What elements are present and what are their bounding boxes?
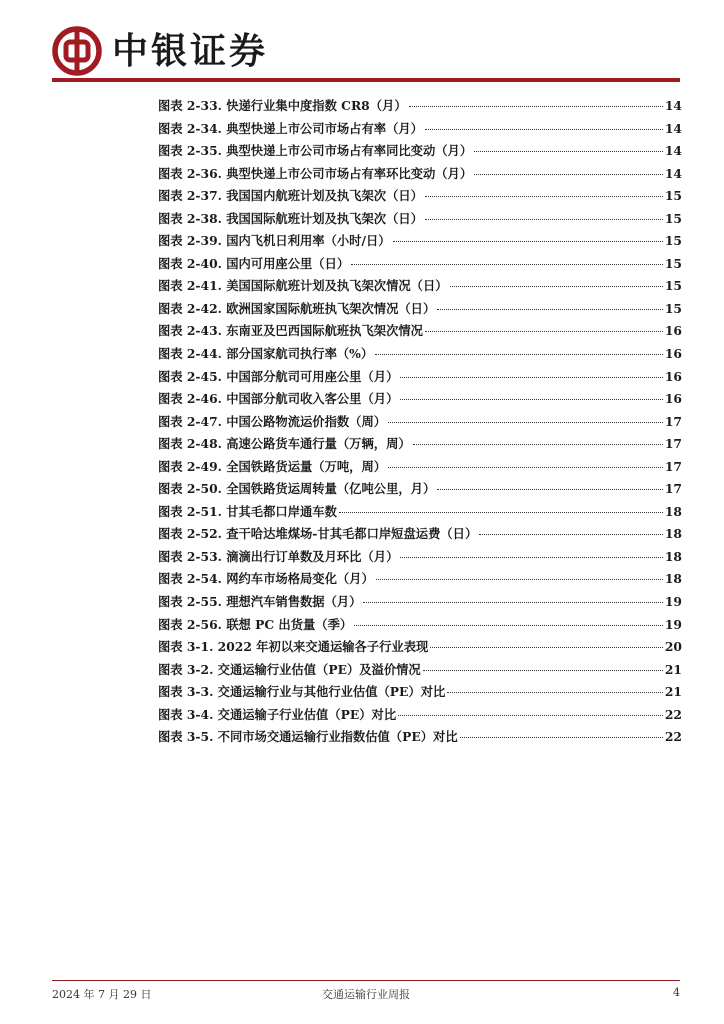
toc-dot-leader xyxy=(409,105,663,107)
toc-entry-title: 图表 2-53. 滴滴出行订单数及月环比（月） xyxy=(158,548,399,564)
toc-dot-leader xyxy=(437,488,663,490)
toc-entry-page-number: 18 xyxy=(664,526,682,542)
toc-dot-leader xyxy=(437,308,663,310)
toc-entry[interactable] xyxy=(158,704,682,727)
toc-entry-page-number: 16 xyxy=(664,323,682,339)
toc-entry-title: 图表 2-46. 中国部分航司收入客公里（月） xyxy=(158,391,399,407)
page-footer xyxy=(52,986,680,1002)
footer-date: 2024 年 7 月 29 日 xyxy=(52,988,152,1001)
toc-entry-title: 图表 2-34. 典型快递上市公司市场占有率（月） xyxy=(158,120,423,136)
toc-entry-title: 图表 2-36. 典型快递上市公司市场占有率环比变动（月） xyxy=(158,165,473,181)
toc-entry-page-number: 14 xyxy=(664,165,682,181)
toc-entry[interactable] xyxy=(158,366,682,389)
toc-entry[interactable] xyxy=(158,95,682,118)
toc-dot-leader xyxy=(425,195,663,197)
toc-entry-page-number: 20 xyxy=(664,639,682,655)
toc-entry-title: 图表 3-5. 不同市场交通运输行业指数估值（PE）对比 xyxy=(158,729,458,745)
toc-entry-page-number: 17 xyxy=(664,481,682,497)
toc-entry-page-number: 15 xyxy=(664,233,682,249)
page-header xyxy=(52,26,680,76)
toc-entry[interactable] xyxy=(158,388,682,411)
header-divider xyxy=(52,78,680,82)
toc-entry[interactable] xyxy=(158,501,682,524)
toc-entry-page-number: 17 xyxy=(664,458,682,474)
footer-page-number: 4 xyxy=(673,986,680,999)
toc-entry[interactable] xyxy=(158,185,682,208)
toc-entry-page-number: 15 xyxy=(664,300,682,316)
toc-entry-page-number: 18 xyxy=(664,571,682,587)
toc-entry[interactable] xyxy=(158,208,682,231)
toc-entry-page-number: 17 xyxy=(664,413,682,429)
toc-entry-page-number: 14 xyxy=(664,143,682,159)
toc-entry-title: 图表 3-4. 交通运输子行业估值（PE）对比 xyxy=(158,706,397,722)
toc-entry-title: 图表 2-52. 查干哈达堆煤场-甘其毛都口岸短盘运费（日） xyxy=(158,526,478,542)
toc-dot-leader xyxy=(354,624,663,626)
toc-entry-page-number: 15 xyxy=(664,188,682,204)
toc-entry-title: 图表 2-50. 全国铁路货运周转量（亿吨公里，月） xyxy=(158,481,436,497)
toc-entry[interactable] xyxy=(158,523,682,546)
toc-dot-leader xyxy=(425,218,663,220)
toc-entry-page-number: 14 xyxy=(664,98,682,113)
toc-entry-page-number: 16 xyxy=(664,368,682,384)
toc-entry-title: 图表 3-3. 交通运输行业与其他行业估值（PE）对比 xyxy=(158,684,446,700)
toc-dot-leader xyxy=(474,150,663,152)
toc-entry[interactable] xyxy=(158,726,682,749)
toc-dot-leader xyxy=(425,128,663,130)
toc-entry-page-number: 17 xyxy=(664,436,682,452)
toc-entry[interactable] xyxy=(158,456,682,479)
toc-dot-leader xyxy=(398,714,663,716)
toc-entry-page-number: 15 xyxy=(664,210,682,226)
toc-entry-title: 图表 2-55. 理想汽车销售数据（月） xyxy=(158,594,362,610)
toc-entry-title: 图表 2-49. 全国铁路货运量（万吨，周） xyxy=(158,458,387,474)
toc-entry-page-number: 21 xyxy=(664,661,682,677)
toc-entry-title: 图表 2-37. 我国国内航班计划及执飞架次（日） xyxy=(158,188,423,204)
toc-dot-leader xyxy=(388,466,663,468)
toc-entry-title: 图表 2-48. 高速公路货车通行量（万辆，周） xyxy=(158,436,411,452)
toc-entry[interactable] xyxy=(158,591,682,614)
toc-entry[interactable] xyxy=(158,636,682,659)
toc-entry-page-number: 18 xyxy=(664,548,682,564)
toc-entry-page-number: 22 xyxy=(664,706,682,722)
bank-of-china-logo-icon xyxy=(52,26,102,76)
toc-dot-leader xyxy=(447,691,663,693)
toc-entry[interactable] xyxy=(158,275,682,298)
toc-entry-page-number: 15 xyxy=(664,278,682,294)
toc-dot-leader xyxy=(400,376,663,378)
toc-entry-title: 图表 2-45. 中国部分航司可用座公里（月） xyxy=(158,368,399,384)
toc-entry-page-number: 19 xyxy=(664,594,682,610)
toc-dot-leader xyxy=(479,533,663,535)
toc-dot-leader xyxy=(413,443,663,445)
toc-dot-leader xyxy=(430,646,663,648)
toc-entry-page-number: 21 xyxy=(664,684,682,700)
toc-entry-page-number: 22 xyxy=(664,729,682,745)
toc-entry-title: 图表 2-43. 东南亚及巴西国际航班执飞架次情况 xyxy=(158,323,423,339)
toc-entry-title: 图表 2-44. 部分国家航司执行率（%） xyxy=(158,346,374,362)
footer-report-title: 交通运输行业周报 xyxy=(322,988,410,1001)
toc-dot-leader xyxy=(388,421,663,423)
toc-entry[interactable] xyxy=(158,343,682,366)
toc-entry-page-number: 18 xyxy=(664,503,682,519)
toc-entry-page-number: 15 xyxy=(664,255,682,271)
toc-entry[interactable] xyxy=(158,681,682,704)
toc-entry-title: 图表 2-56. 联想 PC 出货量（季） xyxy=(158,616,353,632)
toc-dot-leader xyxy=(423,669,663,671)
toc-dot-leader xyxy=(393,240,663,242)
table-of-figures xyxy=(158,95,682,749)
toc-dot-leader xyxy=(375,353,663,355)
toc-dot-leader xyxy=(450,285,663,287)
brand-name: 中银证券 xyxy=(112,31,269,72)
toc-entry[interactable] xyxy=(158,568,682,591)
toc-dot-leader xyxy=(400,556,663,558)
toc-entry[interactable] xyxy=(158,163,682,186)
toc-entry[interactable] xyxy=(158,298,682,321)
toc-entry[interactable] xyxy=(158,411,682,434)
toc-dot-leader xyxy=(425,330,663,332)
toc-dot-leader xyxy=(363,601,662,603)
toc-entry-title: 图表 2-47. 中国公路物流运价指数（周） xyxy=(158,413,387,429)
toc-entry[interactable] xyxy=(158,478,682,501)
toc-dot-leader xyxy=(351,263,663,265)
toc-dot-leader xyxy=(339,511,663,513)
toc-dot-leader xyxy=(460,736,663,738)
toc-entry-title: 图表 2-54. 网约车市场格局变化（月） xyxy=(158,571,374,587)
toc-entry-title: 图表 2-39. 国内飞机日利用率（小时/日） xyxy=(158,233,391,249)
toc-entry[interactable] xyxy=(158,659,682,682)
toc-entry-title: 图表 2-40. 国内可用座公里（日） xyxy=(158,255,350,271)
toc-entry[interactable] xyxy=(158,118,682,141)
toc-dot-leader xyxy=(474,173,663,175)
toc-entry-title: 图表 2-42. 欧洲国家国际航班执飞架次情况（日） xyxy=(158,300,436,316)
toc-dot-leader xyxy=(400,398,663,400)
toc-entry-title: 图表 2-33. 快递行业集中度指数 CR8（月） xyxy=(158,98,407,113)
toc-dot-leader xyxy=(376,578,663,580)
toc-entry[interactable] xyxy=(158,433,682,456)
toc-entry-title: 图表 3-2. 交通运输行业估值（PE）及溢价情况 xyxy=(158,661,421,677)
toc-entry[interactable] xyxy=(158,140,682,163)
toc-entry[interactable] xyxy=(158,253,682,276)
footer-divider xyxy=(52,980,680,981)
toc-entry[interactable] xyxy=(158,614,682,637)
toc-entry-page-number: 19 xyxy=(664,616,682,632)
toc-entry[interactable] xyxy=(158,546,682,569)
toc-entry-title: 图表 2-35. 典型快递上市公司市场占有率同比变动（月） xyxy=(158,143,473,159)
toc-entry[interactable] xyxy=(158,320,682,343)
toc-entry-title: 图表 3-1. 2022 年初以来交通运输各子行业表现 xyxy=(158,639,429,655)
toc-entry-page-number: 16 xyxy=(664,346,682,362)
toc-entry-title: 图表 2-51. 甘其毛都口岸通车数 xyxy=(158,503,337,519)
toc-entry-title: 图表 2-38. 我国国际航班计划及执飞架次（日） xyxy=(158,210,423,226)
toc-entry-title: 图表 2-41. 美国国际航班计划及执飞架次情况（日） xyxy=(158,278,448,294)
toc-entry-page-number: 16 xyxy=(664,391,682,407)
toc-entry[interactable] xyxy=(158,230,682,253)
toc-entry-page-number: 14 xyxy=(664,120,682,136)
